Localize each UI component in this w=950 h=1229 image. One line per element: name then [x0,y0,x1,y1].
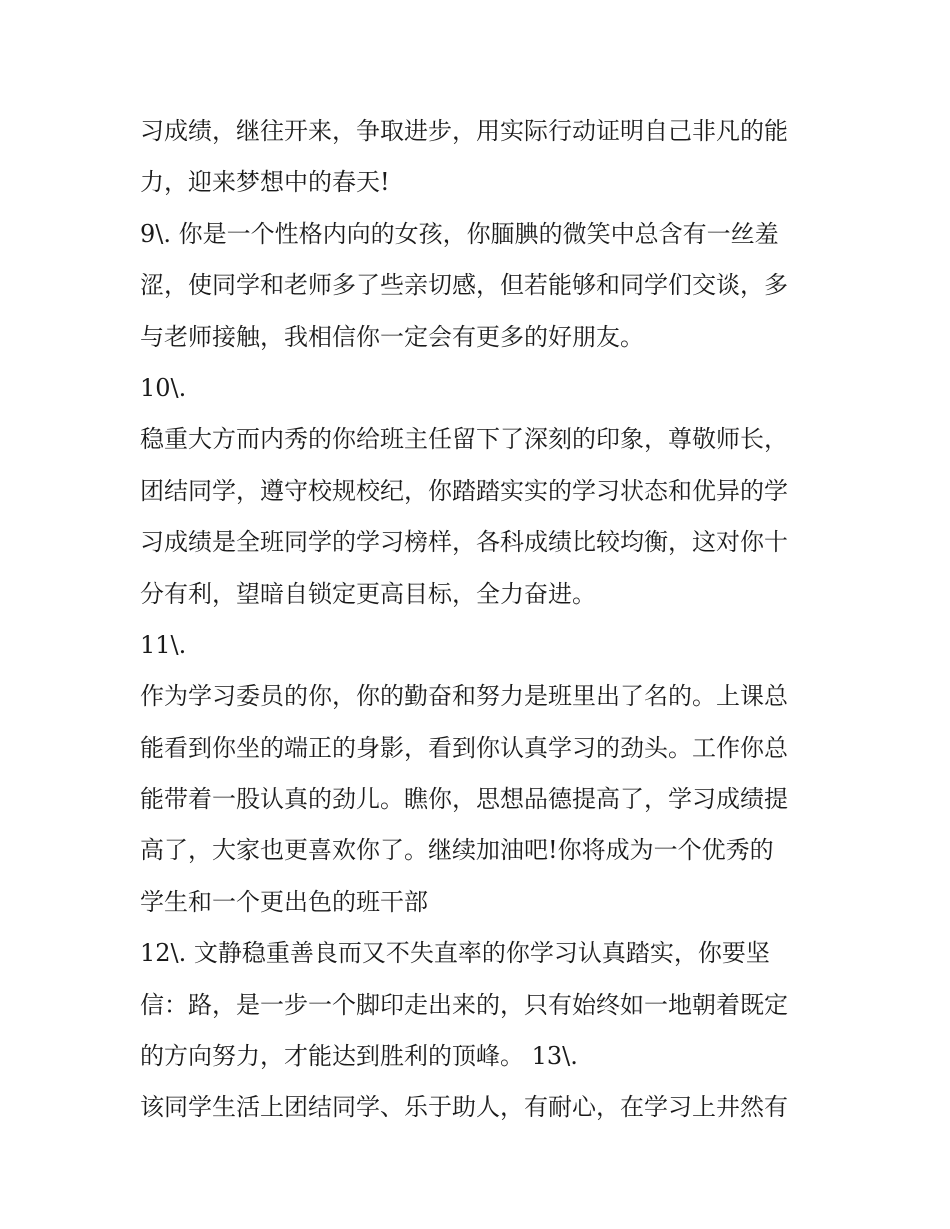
text-line: 习成绩是全班同学的学习榜样，各科成绩比较均衡，这对你十 [140,528,788,557]
text-line: 能带着一股认真的劲儿。瞧你，思想品德提高了，学习成绩提 [140,785,788,814]
text-line: 与老师接触，我相信你一定会有更多的好朋友。 [140,322,644,351]
text-line: 信：路，是一步一个脚印走出来的，只有始终如一地朝着既定 [140,990,788,1019]
text-line: 习成绩，继往开来，争取进步，用实际行动证明自己非凡的能 [140,117,788,145]
text-line: 12\. 文静稳重善良而又不失直率的你学习认真踏实，你要坚 [140,939,770,968]
text-line: 力，迎来梦想中的春天! [140,168,390,197]
text-line: 的方向努力，才能达到胜利的顶峰。 13\. [140,1042,578,1071]
text-line: 该同学生活上团结同学、乐于助人，有耐心，在学习上井然有 [140,1093,788,1122]
text-line: 10\. [140,373,187,402]
document-body [140,106,820,1134]
text-line: 能看到你坐的端正的身影，看到你认真学习的劲头。工作你总 [140,733,788,762]
text-line: 作为学习委员的你，你的勤奋和努力是班里出了名的。上课总 [140,682,788,711]
text-line: 涩，使同学和老师多了些亲切感，但若能够和同学们交谈，多 [140,271,788,300]
text-line: 团结同学，遵守校规校纪，你踏踏实实的学习状态和优异的学 [140,476,788,505]
text-line: 稳重大方而内秀的你给班主任留下了深刻的印象，尊敬师长， [140,425,788,454]
text-line: 分有利，望暗自锁定更高目标，全力奋进。 [140,579,596,608]
text-line: 9\. 你是一个性格内向的女孩，你腼腆的微笑中总含有一丝羞 [140,219,779,248]
text-line: 学生和一个更出色的班干部 [140,887,428,916]
text-line: 高了，大家也更喜欢你了。继续加油吧!你将成为一个优秀的 [140,836,774,865]
text-line: 11\. [140,630,187,659]
